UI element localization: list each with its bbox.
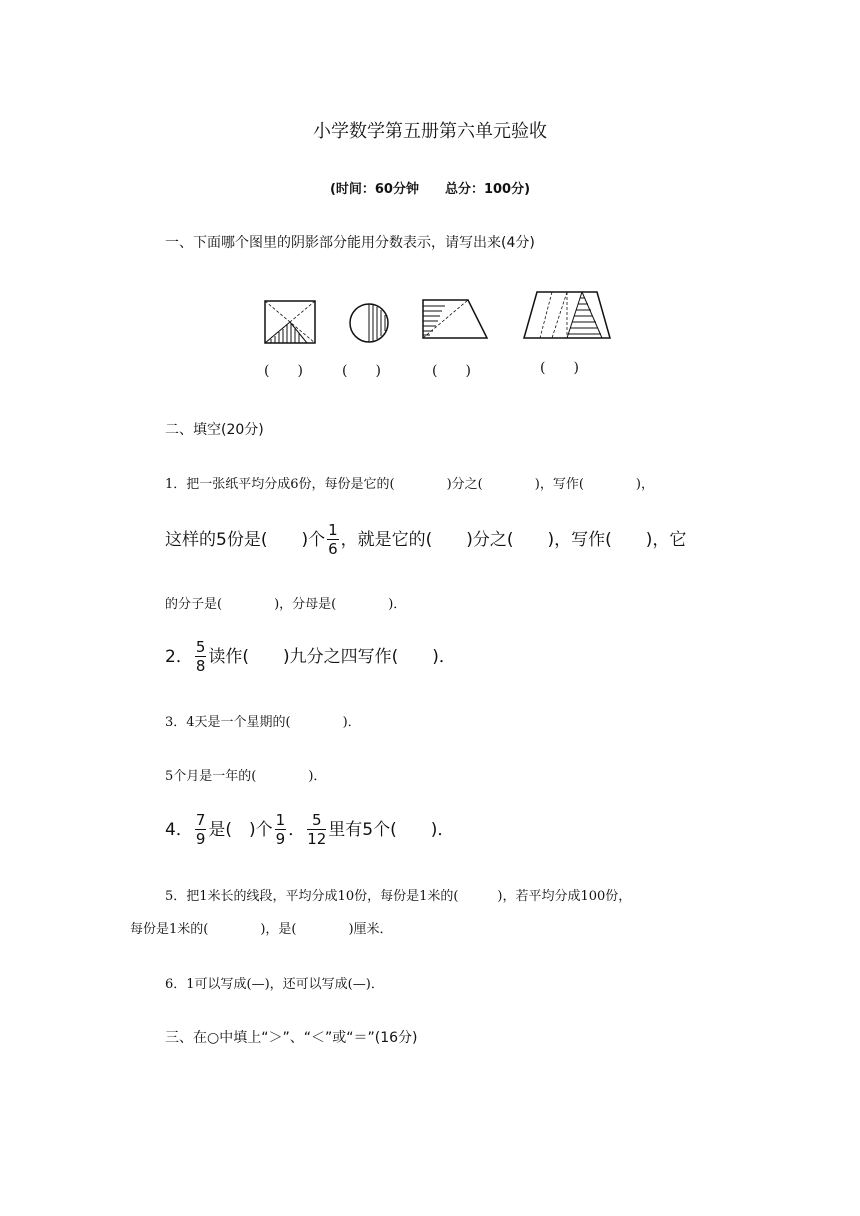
question-3-line-1: 3．4天是一个星期的( )． bbox=[165, 715, 361, 730]
question-2-number: 2． bbox=[165, 647, 193, 667]
section2-heading: 二、填空(20分) bbox=[165, 422, 264, 438]
question-1-text-b: ，就是它的( )分之( )，写作( )，它 bbox=[340, 530, 687, 550]
question-5-line-2: 每份是1米的( )，是( )厘米． bbox=[130, 922, 393, 937]
fraction-five-twelfths: $\frac{5}{12}$ bbox=[307, 811, 327, 848]
question-2 bbox=[165, 640, 456, 674]
answer-blank-3[interactable]: ( ) bbox=[432, 363, 471, 379]
fraction-one-sixth: $\frac{1}{6}$ bbox=[328, 521, 338, 558]
question-1-line-1: 1．把一张纸平均分成6份，每份是它的( )分之( )，写作( )， bbox=[165, 477, 654, 492]
question-4-text-a: 是( )个 bbox=[208, 820, 273, 840]
section1-heading: 一、下面哪个图里的阴影部分能用分数表示，请写出来(4分) bbox=[165, 235, 535, 251]
exam-meta: (时间：60分钟 总分：100分) bbox=[329, 182, 531, 197]
figure-trapezoid-icon bbox=[420, 298, 490, 342]
figure-large-trapezoid-icon bbox=[522, 290, 612, 342]
question-4-separator: ． bbox=[288, 820, 306, 840]
question-3-line-2: 5个月是一年的( )． bbox=[165, 769, 327, 784]
answer-blank-1[interactable]: ( ) bbox=[264, 363, 303, 379]
question-6: 6．1可以写成(—)，还可以写成(—)． bbox=[165, 977, 384, 992]
question-1-text-a: 这样的5份是( )个 bbox=[165, 530, 326, 550]
fraction-five-eighths: $\frac{5}{8}$ bbox=[195, 638, 206, 675]
question-4-number: 4． bbox=[165, 820, 193, 840]
figure-rectangle-icon bbox=[263, 299, 317, 345]
answer-blank-2[interactable]: ( ) bbox=[342, 363, 381, 379]
figure-circle-icon bbox=[346, 301, 392, 345]
question-2-text: 读作( )九分之四写作( )． bbox=[208, 647, 456, 667]
section3-heading: 三、在○中填上“＞”、“＜”或“＝”(16分) bbox=[165, 1030, 418, 1046]
fraction-one-ninth: $\frac{1}{9}$ bbox=[275, 811, 286, 848]
page-title: 小学数学第五册第六单元验收 bbox=[313, 121, 547, 142]
question-4 bbox=[165, 813, 454, 847]
question-4-text-b: 里有5个( )． bbox=[328, 820, 455, 840]
question-5-line-1: 5．把1米长的线段，平均分成10份，每份是1米的( )，若平均分成100份， bbox=[165, 889, 632, 904]
answer-blank-4[interactable]: ( ) bbox=[540, 360, 579, 376]
question-1-line-3: 的分子是( )，分母是( )． bbox=[165, 597, 407, 612]
fraction-seven-ninths: $\frac{7}{9}$ bbox=[195, 811, 206, 848]
question-1-line-2 bbox=[165, 523, 686, 557]
